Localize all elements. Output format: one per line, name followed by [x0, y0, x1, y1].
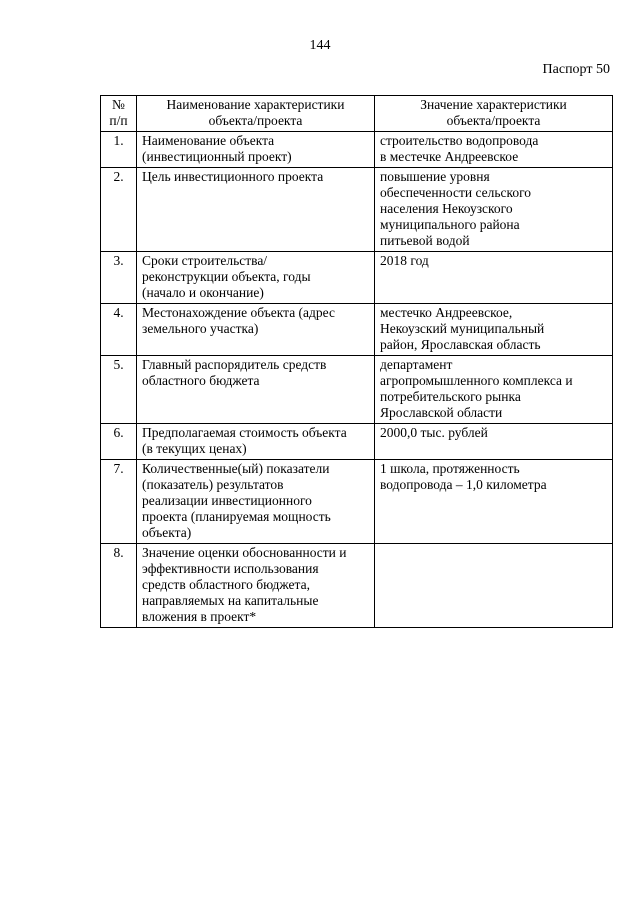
row-value: местечко Андреевское, Некоузский муниципальный район, Ярославская область	[375, 304, 613, 356]
row-characteristic: Предполагаемая стоимость объекта (в текущих ценах)	[137, 424, 375, 460]
row-number: 3.	[101, 252, 137, 304]
row-value: 1 школа, протяженность водопровода – 1,0 километра	[375, 460, 613, 544]
row-characteristic: Сроки строительства/ реконструкции объекта, годы (начало и окончание)	[137, 252, 375, 304]
row-characteristic: Цель инвестиционного проекта	[137, 168, 375, 252]
row-number: 8.	[101, 544, 137, 628]
header-value: Значение характеристики объекта/проекта	[375, 96, 613, 132]
table-row	[101, 356, 613, 424]
row-value: 2000,0 тыс. рублей	[375, 424, 613, 460]
header-num: № п/п	[101, 96, 137, 132]
row-characteristic: Главный распорядитель средств областного бюджета	[137, 356, 375, 424]
table-row	[101, 132, 613, 168]
passport-title: Паспорт 50	[542, 62, 610, 77]
row-characteristic: Наименование объекта (инвестиционный проект)	[137, 132, 375, 168]
row-characteristic: Количественные(ый) показатели (показатель) результатов реализации инвестиционного проекта (планируемая мощность объекта)	[137, 460, 375, 544]
page-number: 144	[309, 38, 331, 53]
header-name: Наименование характеристики объекта/проекта	[137, 96, 375, 132]
row-number: 4.	[101, 304, 137, 356]
table-row	[101, 424, 613, 460]
row-value: строительство водопровода в местечке Андреевское	[375, 132, 613, 168]
row-number: 5.	[101, 356, 137, 424]
row-value: 2018 год	[375, 252, 613, 304]
row-number: 7.	[101, 460, 137, 544]
row-number: 2.	[101, 168, 137, 252]
table-header-row	[101, 96, 613, 132]
table-row	[101, 252, 613, 304]
row-characteristic: Значение оценки обоснованности и эффективности использования средств областного бюджета, направляемых на капитальные вложения в проект*	[137, 544, 375, 628]
row-value	[375, 544, 613, 628]
row-characteristic: Местонахождение объекта (адрес земельного участка)	[137, 304, 375, 356]
table-row	[101, 168, 613, 252]
row-number: 1.	[101, 132, 137, 168]
passport-table	[100, 95, 613, 628]
table-row	[101, 460, 613, 544]
row-value: повышение уровня обеспеченности сельского населения Некоузского муниципального района питьевой водой	[375, 168, 613, 252]
table-row	[101, 304, 613, 356]
row-number: 6.	[101, 424, 137, 460]
row-value: департамент агропромышленного комплекса и потребительского рынка Ярославской области	[375, 356, 613, 424]
table-row	[101, 544, 613, 628]
